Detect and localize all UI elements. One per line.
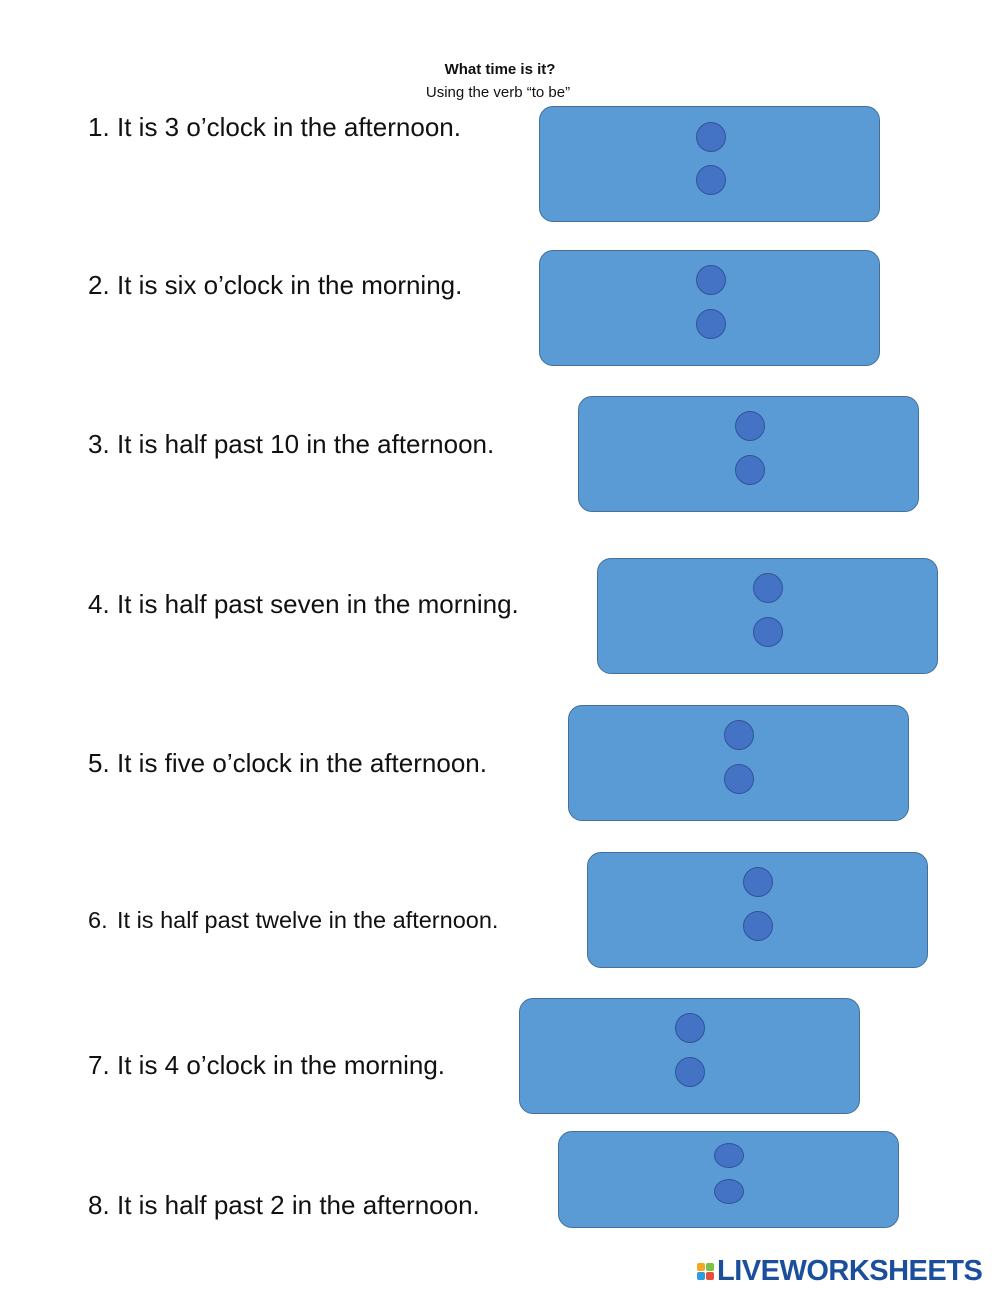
colon-dot-icon [743, 867, 773, 897]
question-number: 1. [88, 112, 110, 142]
colon-dot-icon [714, 1179, 744, 1204]
worksheet-title: What time is it? [444, 61, 556, 78]
colon-dot-icon [724, 764, 754, 794]
question-text: It is 3 o’clock in the afternoon. [117, 112, 461, 142]
colon-dot-icon [743, 911, 773, 941]
digital-clock-answer-box-1[interactable] [539, 106, 880, 222]
question-5 [88, 746, 487, 780]
colon-dot-icon [753, 617, 783, 647]
question-3 [88, 427, 494, 461]
digital-clock-answer-box-8[interactable] [558, 1131, 899, 1228]
liveworksheets-logo [697, 1256, 982, 1286]
question-1 [88, 110, 461, 144]
digital-clock-answer-box-4[interactable] [597, 558, 938, 674]
question-text: It is 4 o’clock in the morning. [117, 1050, 446, 1080]
question-text: It is half past twelve in the afternoon. [117, 907, 499, 933]
question-6 [88, 903, 498, 937]
question-8 [88, 1188, 480, 1222]
colon-dot-icon [735, 455, 765, 485]
digital-clock-answer-box-7[interactable] [519, 998, 860, 1114]
question-number: 5. [88, 748, 110, 778]
digital-clock-answer-box-3[interactable] [578, 396, 919, 512]
digital-clock-answer-box-5[interactable] [568, 705, 909, 821]
colon-dot-icon [696, 165, 726, 195]
colon-dot-icon [714, 1143, 744, 1168]
question-2 [88, 268, 462, 302]
colon-dot-icon [696, 265, 726, 295]
question-4 [88, 587, 519, 621]
colon-dot-icon [735, 411, 765, 441]
colon-dot-icon [696, 122, 726, 152]
question-text: It is half past 10 in the afternoon. [117, 429, 495, 459]
liveworksheets-logo-icon [697, 1263, 714, 1280]
question-number: 3. [88, 429, 110, 459]
question-text: It is five o’clock in the afternoon. [117, 748, 487, 778]
colon-dot-icon [696, 309, 726, 339]
question-number: 2. [88, 270, 110, 300]
question-text: It is six o’clock in the morning. [117, 270, 463, 300]
colon-dot-icon [753, 573, 783, 603]
colon-dot-icon [675, 1013, 705, 1043]
brand-name: LIVEWORKSHEETS [717, 1254, 983, 1287]
question-number: 7. [88, 1050, 110, 1080]
worksheet-subtitle: Using the verb “to be” [425, 84, 571, 101]
colon-dot-icon [724, 720, 754, 750]
question-7 [88, 1048, 445, 1082]
question-text: It is half past 2 in the afternoon. [117, 1190, 480, 1220]
question-number: 4. [88, 589, 110, 619]
colon-dot-icon [675, 1057, 705, 1087]
question-number: 8. [88, 1190, 110, 1220]
question-text: It is half past seven in the morning. [117, 589, 519, 619]
question-number: 6. [88, 907, 108, 933]
digital-clock-answer-box-2[interactable] [539, 250, 880, 366]
digital-clock-answer-box-6[interactable] [587, 852, 928, 968]
